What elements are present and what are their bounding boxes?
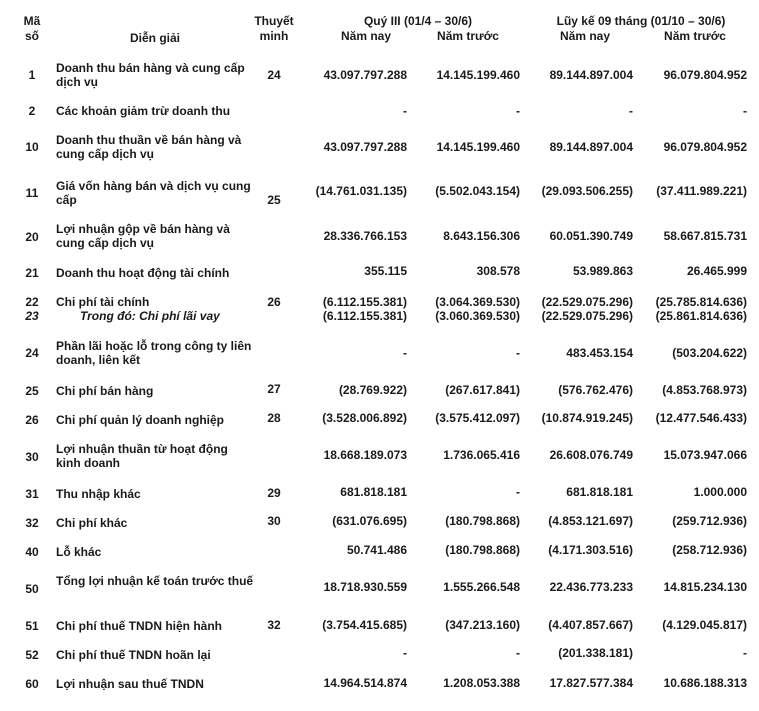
row-q3-this-year: 28.336.766.153 xyxy=(323,229,407,243)
row-description: Lợi nhuận thuần từ hoạt động kinh doanh xyxy=(56,442,228,470)
row-code: 30 xyxy=(25,450,39,464)
row-q3-prior-year: 14.145.199.460 xyxy=(436,68,520,82)
row-description: Lỗ khác xyxy=(56,545,102,559)
row-code: 26 xyxy=(25,413,39,427)
row-ytd-this-year: (22.529.075.296) xyxy=(541,309,633,323)
row-description: Trong đó: Chi phí lãi vay xyxy=(80,309,220,323)
header-q3-group: Quý III (01/4 – 30/6) xyxy=(363,14,473,28)
header-ytd-group: Lũy kế 09 tháng (01/10 – 30/6) xyxy=(556,14,726,28)
row-q3-this-year: 18.718.930.559 xyxy=(323,580,407,594)
row-q3-this-year: (6.112.155.381) xyxy=(322,309,407,323)
row-description: Chi phí tài chính xyxy=(56,295,150,309)
row-q3-prior-year: (3.575.412.097) xyxy=(435,411,520,425)
row-description: Các khoản giảm trừ doanh thu xyxy=(56,104,231,118)
row-ytd-prior-year: (37.411.989.221) xyxy=(656,184,747,198)
row-ytd-this-year: 483.453.154 xyxy=(566,346,633,360)
row-ytd-this-year: (10.874.919.245) xyxy=(541,411,633,425)
row-code: 20 xyxy=(25,230,39,244)
row-ytd-this-year: 26.608.076.749 xyxy=(549,448,633,462)
row-ytd-prior-year: - xyxy=(743,104,747,118)
row-q3-prior-year: (347.213.160) xyxy=(445,618,520,632)
row-q3-this-year: (6.112.155.381) xyxy=(322,295,407,309)
row-code: 11 xyxy=(25,186,39,200)
row-q3-this-year: (3.754.415.685) xyxy=(322,618,407,632)
header-ytd-prior-year: Năm trước xyxy=(664,29,726,43)
row-ytd-this-year: (576.762.476) xyxy=(558,383,633,397)
row-code: 50 xyxy=(25,582,39,596)
row-q3-this-year: 18.668.189.073 xyxy=(323,448,407,462)
row-ytd-this-year: 681.818.181 xyxy=(566,485,633,499)
row-q3-prior-year: - xyxy=(516,646,520,660)
row-ytd-this-year: (201.338.181) xyxy=(558,646,633,660)
row-note: 30 xyxy=(267,514,281,528)
row-description: Thu nhập khác xyxy=(56,487,141,501)
row-ytd-this-year: 53.989.863 xyxy=(572,264,633,278)
row-note: 28 xyxy=(267,411,281,425)
row-q3-this-year: 43.097.797.288 xyxy=(323,140,407,154)
row-q3-prior-year: 14.145.199.460 xyxy=(436,140,520,154)
row-description: Doanh thu thuần về bán hàng và cung cấp dịch vụ xyxy=(56,133,242,161)
row-ytd-this-year: 89.144.897.004 xyxy=(549,140,633,154)
row-q3-this-year: 43.097.797.288 xyxy=(323,68,407,82)
row-description: Lợi nhuận gộp về bán hàng và cung cấp dịch vụ xyxy=(56,222,230,250)
row-note: 27 xyxy=(267,382,281,396)
row-ytd-prior-year: 15.073.947.066 xyxy=(663,448,747,462)
row-code: 32 xyxy=(25,516,39,530)
row-code: 31 xyxy=(25,487,39,501)
row-note: 25 xyxy=(267,193,281,207)
row-note: 26 xyxy=(267,295,281,309)
header-description: Diễn giải xyxy=(129,31,180,45)
row-ytd-prior-year: (259.712.936) xyxy=(672,514,747,528)
row-note: 32 xyxy=(267,618,281,632)
row-code: 10 xyxy=(25,140,39,154)
row-q3-this-year: 14.964.514.874 xyxy=(323,676,407,690)
row-q3-prior-year: - xyxy=(516,104,520,118)
row-ytd-prior-year: - xyxy=(743,646,747,660)
row-code: 40 xyxy=(25,545,39,559)
row-code: 24 xyxy=(25,346,39,360)
row-ytd-this-year: (4.853.121.697) xyxy=(548,514,633,528)
row-q3-this-year: 355.115 xyxy=(364,264,407,278)
row-code: 25 xyxy=(25,384,39,398)
row-ytd-prior-year: 1.000.000 xyxy=(693,485,747,499)
row-ytd-prior-year: 96.079.804.952 xyxy=(663,68,747,82)
row-q3-this-year: (28.769.922) xyxy=(338,383,407,397)
row-description: Chi phí khác xyxy=(56,516,128,530)
row-code: 60 xyxy=(25,677,39,691)
row-description: Lợi nhuận sau thuế TNDN xyxy=(56,677,204,691)
header-q3-this-year: Năm nay xyxy=(340,29,392,43)
row-description: Chi phí quản lý doanh nghiệp xyxy=(56,413,224,427)
row-q3-prior-year: 8.643.156.306 xyxy=(443,229,520,243)
row-ytd-this-year: (29.093.506.255) xyxy=(541,184,633,198)
row-description: Chi phí thuế TNDN hiện hành xyxy=(56,619,222,633)
row-description: Giá vốn hàng bán và dịch vụ cung cấp xyxy=(56,179,251,207)
row-ytd-this-year: - xyxy=(629,104,633,118)
row-description: Doanh thu hoạt động tài chính xyxy=(56,266,230,280)
row-q3-prior-year: (3.064.369.530) xyxy=(435,295,520,309)
header-ytd-this-year: Năm nay xyxy=(559,29,611,43)
row-code: 22 xyxy=(25,295,39,309)
header-code: Mã số xyxy=(23,14,41,43)
row-ytd-this-year: 17.827.577.384 xyxy=(549,676,633,690)
row-ytd-this-year: 89.144.897.004 xyxy=(549,68,633,82)
row-q3-this-year: (631.076.695) xyxy=(332,514,407,528)
row-q3-prior-year: (180.798.868) xyxy=(445,543,520,557)
row-note: 24 xyxy=(267,68,281,82)
row-ytd-this-year: (4.171.303.516) xyxy=(548,543,633,557)
header-note: Thuyết minh xyxy=(254,14,294,43)
row-q3-prior-year: 1.208.053.388 xyxy=(443,676,520,690)
row-q3-this-year: - xyxy=(403,104,407,118)
row-description: Phần lãi hoặc lỗ trong công ty liên doanh, liên kết xyxy=(56,339,252,367)
row-ytd-prior-year: (258.712.936) xyxy=(672,543,747,557)
row-q3-this-year: - xyxy=(403,346,407,360)
row-ytd-prior-year: (12.477.546.433) xyxy=(655,411,747,425)
row-ytd-this-year: (22.529.075.296) xyxy=(541,295,633,309)
row-code: 23 xyxy=(25,309,39,323)
row-ytd-this-year: 22.436.773.233 xyxy=(549,580,633,594)
row-q3-this-year: (14.761.031.135) xyxy=(315,184,407,198)
row-q3-this-year: 681.818.181 xyxy=(340,485,407,499)
row-ytd-prior-year: 26.465.999 xyxy=(686,264,747,278)
row-q3-this-year: (3.528.006.892) xyxy=(322,411,407,425)
row-q3-prior-year: - xyxy=(516,346,520,360)
row-code: 52 xyxy=(25,648,39,662)
row-ytd-prior-year: (503.204.622) xyxy=(672,346,747,360)
row-code: 2 xyxy=(28,104,36,118)
row-q3-prior-year: 1.736.065.416 xyxy=(443,448,520,462)
row-ytd-prior-year: (25.785.814.636) xyxy=(655,295,747,309)
row-ytd-prior-year: 10.686.188.313 xyxy=(663,676,747,690)
row-q3-prior-year: (3.060.369.530) xyxy=(435,309,520,323)
row-q3-this-year: 50.741.486 xyxy=(346,543,407,557)
row-ytd-this-year: 60.051.390.749 xyxy=(549,229,633,243)
row-ytd-prior-year: (4.129.045.817) xyxy=(662,618,747,632)
row-code: 1 xyxy=(28,68,36,82)
row-ytd-this-year: (4.407.857.667) xyxy=(548,618,633,632)
row-ytd-prior-year: (25.861.814.636) xyxy=(655,309,747,323)
row-description: Chi phí thuế TNDN hoãn lại xyxy=(56,648,211,662)
row-q3-prior-year: (5.502.043.154) xyxy=(435,184,520,198)
row-ytd-prior-year: 14.815.234.130 xyxy=(663,580,747,594)
row-q3-prior-year: 308.578 xyxy=(476,264,520,278)
row-q3-prior-year: (267.617.841) xyxy=(445,383,520,397)
row-q3-this-year: - xyxy=(403,646,407,660)
row-ytd-prior-year: (4.853.768.973) xyxy=(662,383,747,397)
row-note: 29 xyxy=(267,486,281,500)
row-description: Doanh thu bán hàng và cung cấp dịch vụ xyxy=(56,61,245,89)
header-q3-prior-year: Năm trước xyxy=(437,29,499,43)
row-ytd-prior-year: 58.667.815.731 xyxy=(663,229,747,243)
row-q3-prior-year: (180.798.868) xyxy=(445,514,520,528)
row-code: 51 xyxy=(25,619,39,633)
row-ytd-prior-year: 96.079.804.952 xyxy=(663,140,747,154)
row-description: Tổng lợi nhuận kế toán trước thuế xyxy=(56,574,254,588)
row-description: Chi phí bán hàng xyxy=(56,384,154,398)
row-code: 21 xyxy=(25,266,39,280)
row-q3-prior-year: 1.555.266.548 xyxy=(443,580,520,594)
row-q3-prior-year: - xyxy=(516,485,520,499)
